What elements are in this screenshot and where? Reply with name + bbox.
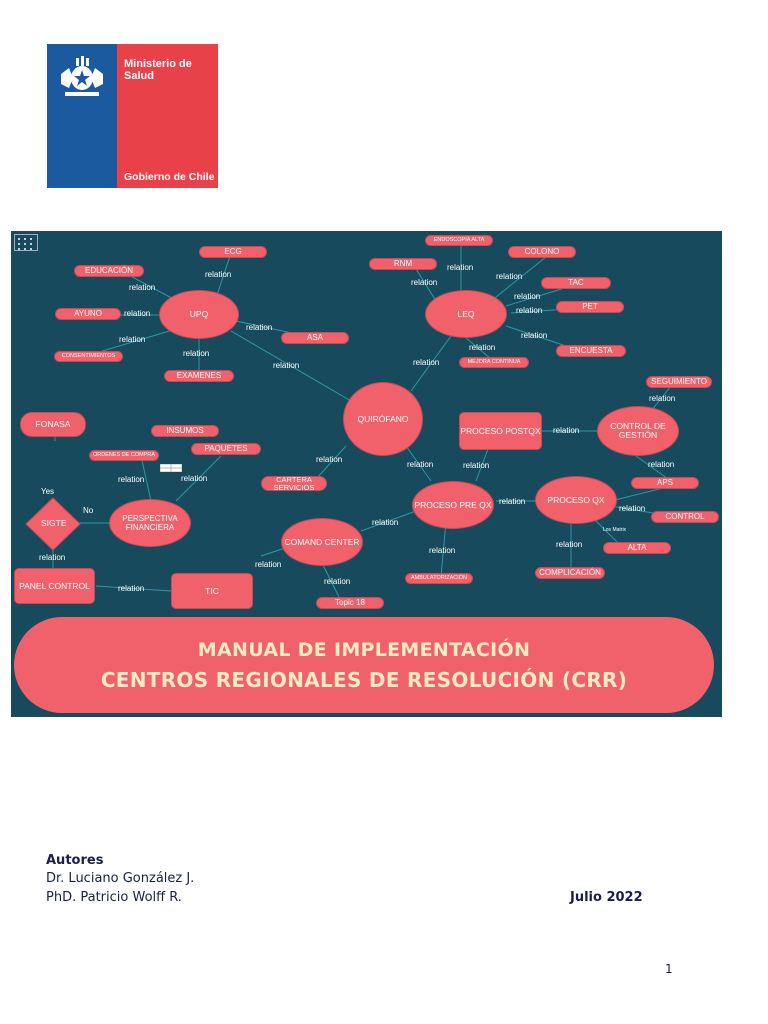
relation-label: relation <box>205 270 232 279</box>
relation-label: relation <box>429 546 456 555</box>
chile-crest-icon <box>55 52 109 102</box>
node-consentimientos: CONSENTIMIENTOS <box>54 351 123 362</box>
node-ecg: ECG <box>199 246 267 258</box>
relation-label: relation <box>648 460 675 469</box>
node-ayuno: AYUNO <box>55 308 121 320</box>
node-control: CONTROL <box>651 511 719 523</box>
relation-label: relation <box>619 504 646 513</box>
relation-label: relation <box>521 331 548 340</box>
node-tac: TAC <box>541 277 611 289</box>
relation-label: relation <box>447 263 474 272</box>
authors-heading: Autores <box>46 853 104 868</box>
node-paquetes: PAQUETES <box>191 443 261 455</box>
node-control-de-gestion: CONTROL DE GESTIÓN <box>597 406 679 456</box>
node-endoscopia-alta: ENDOSCOPIA ALTA <box>425 235 493 246</box>
node-ambulatorizacion: AMBULATORIZACIÓN <box>405 573 473 584</box>
relation-label: relation <box>649 394 676 403</box>
yes-label: Yes <box>41 487 55 496</box>
relation-label: relation <box>183 349 210 358</box>
node-ordenes-de-compra: ORDENES DE COMPRA <box>89 450 159 461</box>
relation-label: relation <box>413 358 440 367</box>
logo-ministry-line2: Salud <box>124 70 154 82</box>
node-mejora-continua: MEJORA CONTINUA <box>459 357 529 368</box>
logo-blue-panel <box>47 44 117 188</box>
relation-label: relation <box>181 474 208 483</box>
relation-label: relation <box>124 309 151 318</box>
relation-label: relation <box>556 540 583 549</box>
los-matrix-label: Los Matrix <box>603 527 627 533</box>
map-toolbar-icon <box>14 234 38 251</box>
node-rnm: RNM <box>369 258 437 270</box>
node-tic: TIC <box>171 573 253 609</box>
relation-label: relation <box>411 278 438 287</box>
relation-label: relation <box>496 272 523 281</box>
logo-red-panel <box>117 44 218 188</box>
relation-label: relation <box>118 475 145 484</box>
mini-table-icon <box>160 464 182 472</box>
relation-label: relation <box>514 292 541 301</box>
node-alta: ALTA <box>603 542 671 554</box>
relation-label: relation <box>129 283 156 292</box>
node-proceso-postqx: PROCESO POSTQX <box>459 412 542 450</box>
node-quirofano: QUIRÓFANO <box>343 382 423 456</box>
node-examenes: EXAMENES <box>164 370 234 382</box>
cover-title-line1: MANUAL DE IMPLEMENTACIÓN <box>197 639 531 661</box>
node-complicacion: COMPLICACIÓN <box>535 567 605 579</box>
node-aps: APS <box>631 477 699 489</box>
relation-label: relation <box>372 518 399 527</box>
page-number: 1 <box>665 962 673 976</box>
relation-label: relation <box>316 455 343 464</box>
node-seguimiento: SEGUIMIENTO <box>646 376 712 388</box>
relation-label: relation <box>118 584 145 593</box>
relation-label: relation <box>469 343 496 352</box>
node-panel-control: PANEL CONTROL <box>14 568 95 604</box>
logo-ministry-line1: Ministerio de <box>124 58 192 70</box>
relation-label: relation <box>273 361 300 370</box>
author-2: PhD. Patricio Wolff R. <box>46 890 182 905</box>
node-proceso-qx: PROCESO QX <box>535 476 617 524</box>
node-insumos: INSUMOS <box>151 425 219 437</box>
node-fonasa: FONASA <box>20 412 86 437</box>
node-proceso-pre-qx: PROCESO PRE QX <box>412 481 494 529</box>
relation-label: relation <box>553 426 580 435</box>
relation-label: relation <box>39 553 66 562</box>
node-topic-18: Topic 18 <box>316 597 384 609</box>
relation-label: relation <box>499 497 526 506</box>
node-colono: COLONO <box>508 246 576 258</box>
node-upq: UPQ <box>159 290 239 339</box>
relation-label: relation <box>119 335 146 344</box>
node-sigte-label: SIGTE <box>41 518 67 528</box>
logo-government-text: Gobierno de Chile <box>124 171 215 183</box>
node-encuesta: ENCUESTA <box>556 345 626 357</box>
cover-title-line2: CENTROS REGIONALES DE RESOLUCIÓN (CRR) <box>100 668 628 692</box>
node-perspectiva-financiera: PERSPECTIVA FINANCIERA <box>109 499 191 547</box>
no-label: No <box>83 506 94 515</box>
node-comand-center: COMAND CENTER <box>281 518 363 566</box>
relation-label: relation <box>255 560 282 569</box>
relation-label: relation <box>246 323 273 332</box>
publication-date: Julio 2022 <box>570 890 643 905</box>
relation-label: relation <box>407 460 434 469</box>
node-cartera-servicios: CARTERA SERVICIOS <box>261 476 327 491</box>
node-educacion: EDUCACIÓN <box>74 265 144 277</box>
node-leq: LEQ <box>425 290 507 338</box>
node-pet: PET <box>556 301 624 313</box>
author-1: Dr. Luciano González J. <box>46 871 195 886</box>
cover-title-banner <box>14 617 714 713</box>
node-asa: ASA <box>281 332 349 344</box>
relation-label: relation <box>324 577 351 586</box>
relation-label: relation <box>516 306 543 315</box>
ministerio-salud-logo <box>47 44 218 188</box>
concept-map-cover <box>11 231 722 717</box>
relation-label: relation <box>463 461 490 470</box>
